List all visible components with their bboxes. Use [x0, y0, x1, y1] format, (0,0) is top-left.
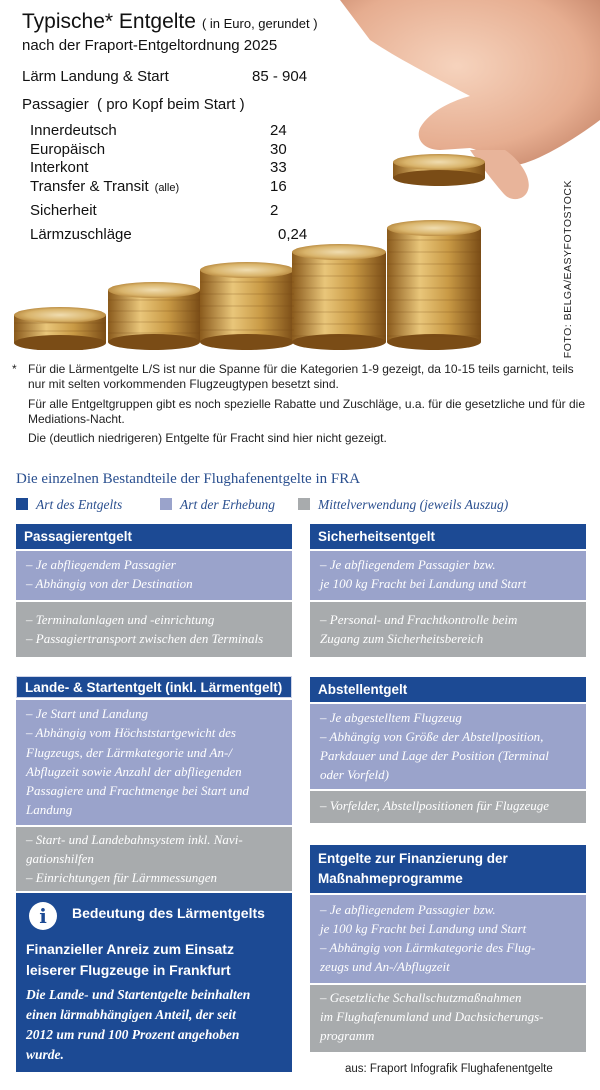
sicherheitsentgelt-erhebung: – Je abfliegendem Passagier bzw. je 100 kg Fracht bei Landung und Start — [310, 551, 586, 600]
landeentgelt-title: Lande- & Startentgelt (inkl. Lärmentgelt) — [16, 676, 292, 698]
footnote-2: Für alle Entgeltgruppen gibt es noch spezielle Rabatte und Zuschläge, u.a. für die gesetzliche und für die Mediations-Nacht. — [28, 397, 586, 426]
hand-icon — [340, 0, 600, 166]
passagierentgelt-erhebung: – Je abfliegendem Passagier – Abhängig von der Destination — [16, 551, 292, 600]
laerm-fee-value: 85 - 904 — [252, 68, 308, 85]
abstellentgelt-verwendung: – Vorfelder, Abstellpositionen für Flugzeuge — [310, 791, 586, 823]
abstellentgelt-erhebung: – Je abgestelltem Flugzeug – Abhängig von Größe der Abstellposition, Parkdauer und Lage der Position (Terminal oder Vorfeld) — [310, 704, 586, 789]
fee-value: 2 — [270, 202, 279, 219]
coin-stack-2 — [108, 282, 200, 350]
coin-stack-5 — [387, 220, 481, 350]
fee-value: 0,24 — [278, 226, 308, 243]
photo-credit: FOTO: BELGA/EASYFOTOSTOCK — [562, 180, 574, 359]
source-note: aus: Fraport Infografik Flughafenentgelte — [345, 1063, 553, 1075]
laerm-fee-label: Lärm Landung & Start — [22, 68, 169, 85]
title-note: ( in Euro, gerundet ) — [201, 16, 318, 31]
fee-label: Innerdeutsch — [30, 122, 117, 139]
massnahme-verwendung: – Gesetzliche Schallschutzmaßnahmen im Flughafenumland und Dachsicherungs- programm — [310, 985, 586, 1052]
legend-item-entgelt: Art des Entgelts — [16, 497, 122, 513]
legend-item-verwendung: Mittelverwendung (jeweils Auszug) — [298, 497, 508, 513]
legend-item-erhebung: Art der Erhebung — [160, 497, 275, 513]
sicherheitsentgelt-verwendung: – Personal- und Frachtkontrolle beim Zugang zum Sicherheitsbereich — [310, 602, 586, 657]
laermentgelt-info-box — [16, 893, 292, 1072]
coin-stacks-illustration — [0, 0, 600, 359]
fee-label: Interkont — [30, 159, 89, 176]
footnote-1: Für die Lärmentgelte L/S ist nur die Spanne für die Kategorien 1-9 gezeigt, da 10-15 teils garnicht, teils nur mit selten vorkommenden Flugzeugtypen besetzt sind. — [28, 362, 574, 391]
massnahme-title: Entgelte zur Finanzierung der Maßnahmeprogramme — [310, 845, 586, 893]
held-coin-icon — [393, 154, 485, 186]
page-subtitle: nach der Fraport-Entgeltordnung 2025 — [22, 37, 278, 54]
sicherheitsentgelt-title: Sicherheitsentgelt — [310, 524, 586, 549]
fee-label: Sicherheit — [30, 202, 97, 219]
legend-swatch — [160, 498, 172, 510]
section-title: Die einzelnen Bestandteile der Flughafenentgelte in FRA — [16, 471, 361, 487]
fee-label: Europäisch — [30, 141, 106, 158]
info-body: Die Lande- und Startentgelte beinhalten einen lärmabhängigen Anteil, der seit 2012 um rund 100 Prozent angehoben wurde. — [26, 987, 251, 1062]
landeentgelt-verwendung: – Start- und Landebahnsystem inkl. Navi- gationshilfen – Einrichtungen für Lärmmessungen — [16, 827, 292, 891]
footnote-3: Die (deutlich niedrigeren) Entgelte für Fracht sind hier nicht gezeigt. — [28, 431, 387, 445]
info-headline: Finanzieller Anreiz zum Einsatz leiserer Flugzeuge in Frankfurt — [26, 941, 234, 978]
coin-stack-1 — [14, 307, 106, 350]
fee-label: Transfer & Transit — [30, 178, 149, 195]
passagier-label: Passagier — [22, 96, 89, 113]
passagierentgelt-title: Passagierentgelt — [16, 524, 292, 549]
fee-value: 24 — [270, 122, 287, 139]
legend-swatch — [298, 498, 310, 510]
fee-value: 30 — [270, 141, 287, 158]
fee-sub-note: (alle) — [154, 182, 180, 194]
passagierentgelt-verwendung: – Terminalanlagen und -einrichtung – Passagiertransport zwischen den Terminals — [16, 602, 292, 657]
massnahme-erhebung: – Je abfliegendem Passagier bzw. je 100 kg Fracht bei Landung und Start – Abhängig von Lärmkategorie des Flug- zeugs und An-/Abflugzeit — [310, 895, 586, 983]
landeentgelt-erhebung: – Je Start und Landung – Abhängig vom Höchststartgewicht des Flugzeugs, der Lärmkategorie und An-/ Abflugzeit sowie Anzahl der abfliegenden Passagiere und Frachtmenge bei Start und Landung — [16, 700, 292, 825]
coin-stack-4 — [292, 244, 386, 350]
fee-value: 33 — [270, 159, 287, 176]
legend-swatch — [16, 498, 28, 510]
fee-value: 16 — [270, 178, 287, 195]
fee-label: Lärmzuschläge — [30, 226, 132, 243]
title-text: Typische* Entgelte — [22, 10, 196, 33]
info-icon: i — [29, 902, 57, 930]
footnote-star: * — [12, 362, 17, 376]
abstellentgelt-title: Abstellentgelt — [310, 677, 586, 702]
passagier-note: ( pro Kopf beim Start ) — [97, 96, 245, 113]
info-title: Bedeutung des Lärmentgelts — [72, 905, 265, 921]
